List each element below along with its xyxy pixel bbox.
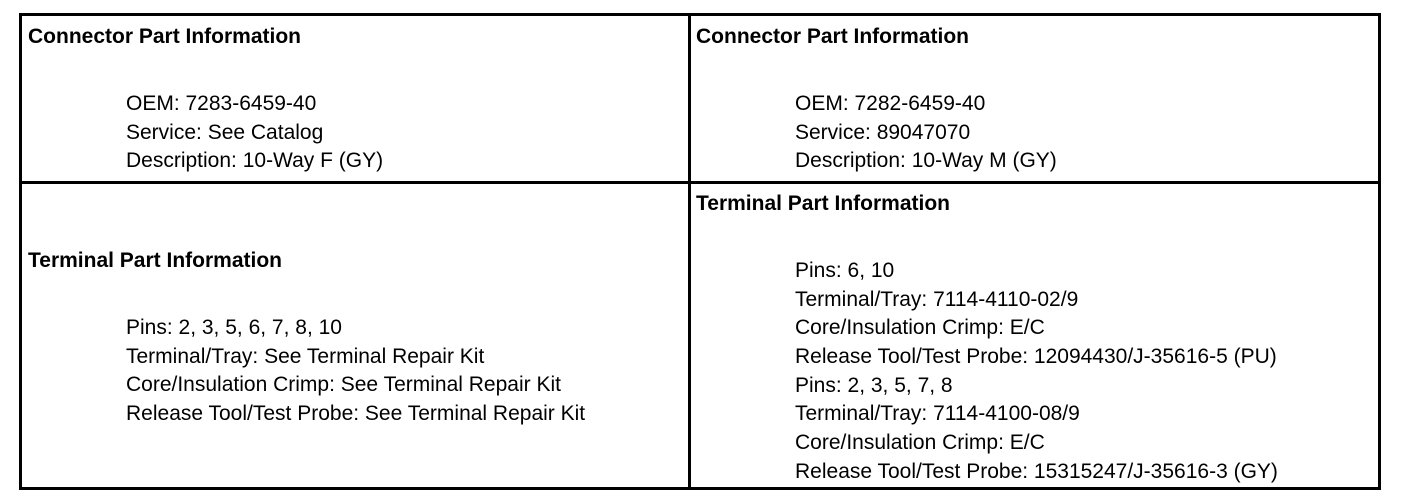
terminal-heading-left: Terminal Part Information: [28, 249, 282, 272]
release-tool-group1-right: Release Tool/Test Probe: 12094430/J-35616-5 (PU): [795, 345, 1277, 369]
description-right: Description: 10-Way M (GY): [795, 149, 1057, 173]
service-left: Service: See Catalog: [126, 120, 324, 144]
connector-details-left: [126, 90, 383, 176]
pins-group1-right: Pins: 6, 10: [795, 259, 895, 282]
oem-number-left: OEM: 7283-6459-40: [126, 92, 317, 115]
release-tool-group2-right: Release Tool/Test Probe: 15315247/J-35616-3 (GY): [795, 459, 1278, 483]
crimp-group1-right: Core/Insulation Crimp: E/C: [795, 316, 1045, 340]
row-divider-right: [691, 181, 1378, 184]
release-tool-left: Release Tool/Test Probe: See Terminal Repair Kit: [126, 402, 586, 426]
row-divider-left: [22, 181, 688, 184]
connector-details-right: [795, 90, 1057, 176]
pins-group2-right: Pins: 2, 3, 5, 7, 8: [795, 373, 953, 397]
crimp-group2-right: Core/Insulation Crimp: E/C: [795, 431, 1045, 455]
column-divider: [688, 16, 691, 487]
terminal-heading-right: Terminal Part Information: [696, 192, 950, 215]
connector-info-table: [19, 13, 1381, 490]
connector-heading-right: Connector Part Information: [696, 25, 970, 48]
crimp-left: Core/Insulation Crimp: See Terminal Repair Kit: [126, 373, 561, 397]
service-right: Service: 89047070: [795, 120, 971, 144]
terminal-tray-left: Terminal/Tray: See Terminal Repair Kit: [126, 344, 485, 368]
connector-heading-left: Connector Part Information: [28, 25, 302, 48]
terminal-tray-group1-right: Terminal/Tray: 7114-4110-02/9: [795, 287, 1079, 311]
description-left: Description: 10-Way F (GY): [126, 149, 384, 173]
terminal-tray-group2-right: Terminal/Tray: 7114-4100-08/9: [795, 402, 1080, 426]
pins-left: Pins: 2, 3, 5, 6, 7, 8, 10: [126, 316, 342, 339]
terminal-details-right: [795, 257, 1278, 487]
terminal-details-left: [126, 314, 585, 429]
oem-number-right: OEM: 7282-6459-40: [795, 92, 986, 115]
